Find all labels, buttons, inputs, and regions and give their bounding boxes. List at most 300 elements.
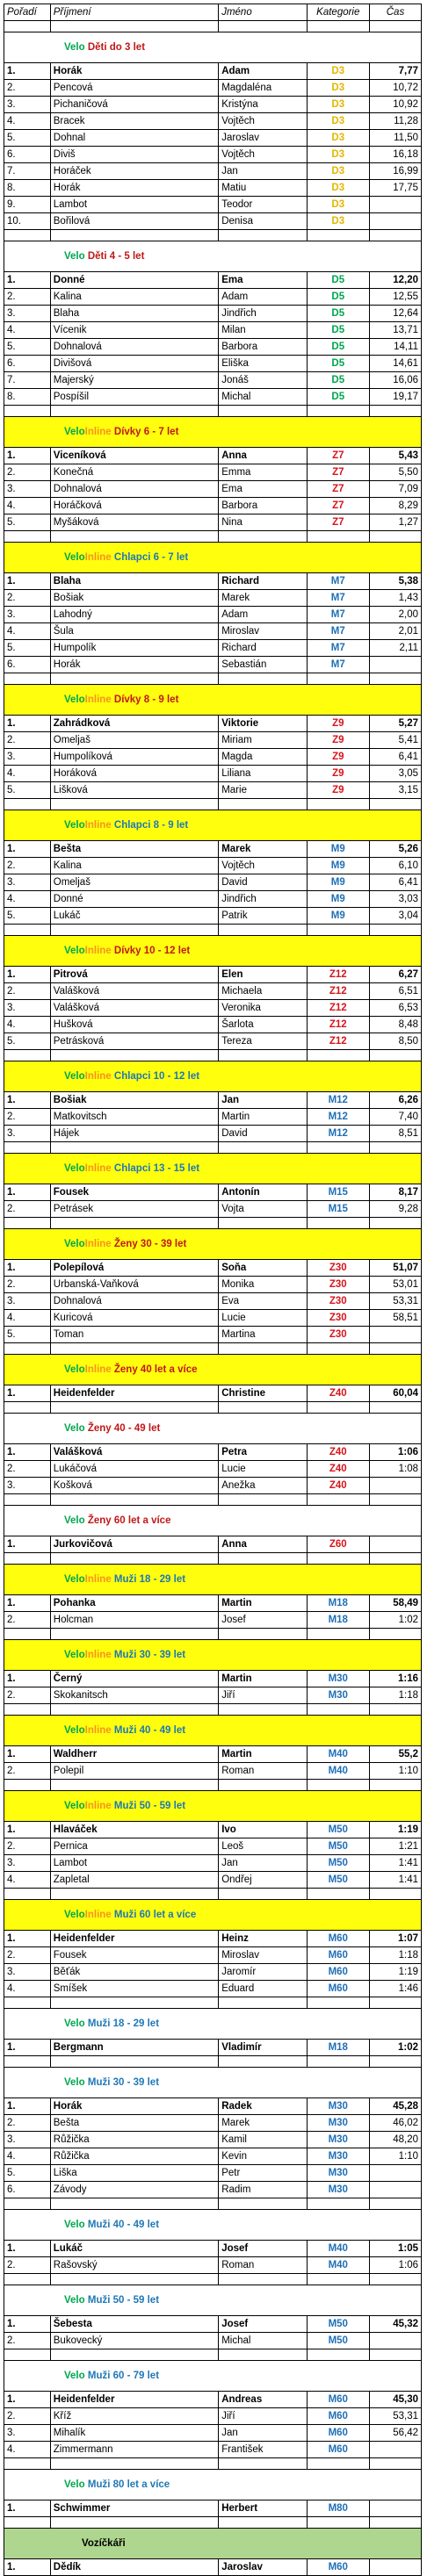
time-cell: 56,42 bbox=[369, 2425, 421, 2442]
table-row bbox=[4, 858, 422, 874]
name-cell: Vojtěch bbox=[219, 147, 307, 163]
category-cell: D3 bbox=[307, 163, 369, 180]
surname-cell: Horáková bbox=[50, 766, 218, 782]
rank-cell: 5. bbox=[4, 640, 51, 657]
section-title: Muži 18 - 29 let bbox=[113, 1574, 186, 1585]
spacer-row bbox=[4, 1629, 422, 1640]
results-sheet bbox=[4, 4, 422, 2576]
section-title-cell bbox=[4, 1229, 422, 1260]
category-cell: M60 bbox=[307, 2559, 369, 2576]
time-cell: 6,41 bbox=[369, 749, 421, 766]
table-row bbox=[4, 749, 422, 766]
name-cell: Vladimír bbox=[219, 2040, 307, 2056]
section-title: Chlapci 6 - 7 let bbox=[113, 552, 189, 563]
section-title: Muži 30 - 39 let bbox=[113, 1650, 186, 1660]
section-title: Dívky 10 - 12 let bbox=[113, 946, 191, 956]
spacer-cell bbox=[4, 925, 51, 936]
name-cell: Heinz bbox=[219, 1931, 307, 1947]
rank-cell: 1. bbox=[4, 1822, 51, 1838]
name-cell: Marek bbox=[219, 2115, 307, 2132]
table-row bbox=[4, 197, 422, 213]
surname-cell: Horák bbox=[50, 657, 218, 673]
surname-cell: Bukovecký bbox=[50, 2333, 218, 2349]
table-row bbox=[4, 2408, 422, 2425]
name-cell: Lucie bbox=[219, 1461, 307, 1478]
table-row bbox=[4, 481, 422, 498]
spacer-cell bbox=[50, 2458, 218, 2470]
surname-cell: Košková bbox=[50, 1478, 218, 1494]
name-cell: Radim bbox=[219, 2182, 307, 2198]
table-row bbox=[4, 1277, 422, 1293]
surname-cell: Matkovitsch bbox=[50, 1109, 218, 1126]
category-cell: Z30 bbox=[307, 1277, 369, 1293]
rank-cell: 3. bbox=[4, 1293, 51, 1310]
spacer-row bbox=[4, 1142, 422, 1154]
brand-velo: Velo bbox=[64, 552, 85, 563]
surname-cell: Bergmann bbox=[50, 2040, 218, 2056]
brand-inline: Inline bbox=[84, 1364, 112, 1375]
category-cell: Z9 bbox=[307, 766, 369, 782]
spacer-cell bbox=[369, 531, 421, 543]
rank-cell: 1. bbox=[4, 1536, 51, 1553]
rank-cell: 2. bbox=[4, 1109, 51, 1126]
surname-cell: Lahodný bbox=[50, 607, 218, 623]
brand-inline: Inline bbox=[84, 1239, 112, 1249]
category-cell: Z30 bbox=[307, 1327, 369, 1343]
time-cell: 1:08 bbox=[369, 1461, 421, 1478]
table-row bbox=[4, 356, 422, 372]
section-title-cell bbox=[4, 1716, 422, 1746]
time-cell: 19,17 bbox=[369, 389, 421, 406]
rank-cell: 1. bbox=[4, 1444, 51, 1461]
spacer-row bbox=[4, 2198, 422, 2210]
section-header bbox=[4, 543, 422, 573]
table-row bbox=[4, 1612, 422, 1629]
name-cell: Josef bbox=[219, 1612, 307, 1629]
time-cell: 8,29 bbox=[369, 498, 421, 514]
rank-cell: 3. bbox=[4, 749, 51, 766]
spacer-cell bbox=[50, 2056, 218, 2068]
name-cell: Marek bbox=[219, 590, 307, 607]
surname-cell: Dohnalová bbox=[50, 1293, 218, 1310]
section-title: Muži 50 - 59 let bbox=[113, 1801, 186, 1811]
name-cell: Denisa bbox=[219, 213, 307, 230]
surname-cell: Heidenfelder bbox=[50, 2392, 218, 2408]
name-cell: Vojtěch bbox=[219, 858, 307, 874]
time-cell: 5,38 bbox=[369, 573, 421, 590]
category-cell: M50 bbox=[307, 1872, 369, 1889]
name-cell: Marie bbox=[219, 782, 307, 799]
time-cell: 5,26 bbox=[369, 841, 421, 858]
rank-cell: 4. bbox=[4, 322, 51, 339]
table-row bbox=[4, 1687, 422, 1704]
table-row bbox=[4, 2425, 422, 2442]
spacer-cell bbox=[50, 1402, 218, 1414]
time-cell bbox=[369, 1327, 421, 1343]
surname-cell: Waldherr bbox=[50, 1746, 218, 1763]
spacer-cell bbox=[4, 1629, 51, 1640]
rank-cell: 3. bbox=[4, 2132, 51, 2148]
spacer-cell bbox=[307, 2056, 369, 2068]
rank-cell: 4. bbox=[4, 1872, 51, 1889]
spacer-cell bbox=[219, 1629, 307, 1640]
rank-cell: 2. bbox=[4, 2408, 51, 2425]
spacer-row bbox=[4, 2056, 422, 2068]
spacer-cell bbox=[307, 925, 369, 936]
category-cell: Z40 bbox=[307, 1385, 369, 1402]
table-row bbox=[4, 1310, 422, 1327]
header-row bbox=[4, 4, 422, 21]
surname-cell: Šebesta bbox=[50, 2316, 218, 2333]
category-cell: M7 bbox=[307, 623, 369, 640]
spacer-cell bbox=[4, 1402, 51, 1414]
time-cell bbox=[369, 2165, 421, 2182]
name-cell: Jiří bbox=[219, 1687, 307, 1704]
surname-cell: Černý bbox=[50, 1671, 218, 1687]
time-cell: 16,06 bbox=[369, 372, 421, 389]
category-cell: M12 bbox=[307, 1092, 369, 1109]
table-row bbox=[4, 1000, 422, 1017]
section-title-cell bbox=[4, 1154, 422, 1184]
category-cell: D5 bbox=[307, 372, 369, 389]
brand-inline: Inline bbox=[84, 1910, 112, 1920]
section-title-cell bbox=[4, 1506, 422, 1536]
time-cell: 1:05 bbox=[369, 2241, 421, 2257]
rank-cell: 8. bbox=[4, 180, 51, 197]
category-cell: Z9 bbox=[307, 732, 369, 749]
spacer-cell bbox=[219, 2198, 307, 2210]
spacer-row bbox=[4, 2458, 422, 2470]
time-cell: 53,31 bbox=[369, 1293, 421, 1310]
results-body bbox=[4, 4, 422, 2576]
name-cell: Patrik bbox=[219, 908, 307, 925]
spacer-cell bbox=[307, 1402, 369, 1414]
time-cell bbox=[369, 2500, 421, 2517]
time-cell: 8,51 bbox=[369, 1126, 421, 1142]
category-cell: M30 bbox=[307, 2182, 369, 2198]
category-cell: M9 bbox=[307, 891, 369, 908]
surname-cell: Kříž bbox=[50, 2408, 218, 2425]
section-header bbox=[4, 2529, 422, 2559]
category-cell: Z7 bbox=[307, 464, 369, 481]
time-cell: 5,43 bbox=[369, 448, 421, 464]
table-row bbox=[4, 2316, 422, 2333]
spacer-row bbox=[4, 21, 422, 32]
rank-cell: 2. bbox=[4, 1612, 51, 1629]
time-cell: 3,04 bbox=[369, 908, 421, 925]
category-cell: M15 bbox=[307, 1184, 369, 1201]
time-cell: 51,07 bbox=[369, 1260, 421, 1277]
surname-cell: Toman bbox=[50, 1327, 218, 1343]
spacer-cell bbox=[219, 1494, 307, 1506]
name-cell: Jaroslav bbox=[219, 130, 307, 147]
rank-cell: 6. bbox=[4, 356, 51, 372]
brand-velo: Velo bbox=[64, 2077, 85, 2088]
surname-cell: Holcman bbox=[50, 1612, 218, 1629]
rank-cell: 2. bbox=[4, 1687, 51, 1704]
surname-cell: Běťák bbox=[50, 1964, 218, 1981]
rank-cell: 1. bbox=[4, 2098, 51, 2115]
rank-cell: 5. bbox=[4, 1327, 51, 1343]
time-cell: 48,20 bbox=[369, 2132, 421, 2148]
table-row bbox=[4, 1126, 422, 1142]
category-cell: M60 bbox=[307, 2408, 369, 2425]
brand-velo: Velo bbox=[64, 1239, 85, 1249]
category-cell: Z7 bbox=[307, 481, 369, 498]
category-cell: M30 bbox=[307, 1687, 369, 1704]
name-cell: Šarlota bbox=[219, 1017, 307, 1033]
surname-cell: Smíšek bbox=[50, 1981, 218, 1997]
time-cell: 8,17 bbox=[369, 1184, 421, 1201]
table-row bbox=[4, 716, 422, 732]
category-cell: M9 bbox=[307, 858, 369, 874]
section-header bbox=[4, 936, 422, 967]
name-cell: Martin bbox=[219, 1671, 307, 1687]
spacer-cell bbox=[4, 2458, 51, 2470]
section-title: Muži 60 - 79 let bbox=[87, 2371, 160, 2381]
category-cell: M7 bbox=[307, 590, 369, 607]
section-title-cell bbox=[4, 1900, 422, 1931]
name-cell: Veronika bbox=[219, 1000, 307, 1017]
table-row bbox=[4, 514, 422, 531]
surname-cell: Růžička bbox=[50, 2148, 218, 2165]
time-cell: 1:10 bbox=[369, 2148, 421, 2165]
rank-cell: 7. bbox=[4, 163, 51, 180]
brand-velo: Velo bbox=[64, 251, 85, 262]
rank-cell: 2. bbox=[4, 2333, 51, 2349]
rank-cell: 3. bbox=[4, 1126, 51, 1142]
spacer-cell bbox=[4, 673, 51, 685]
rank-cell: 5. bbox=[4, 782, 51, 799]
surname-cell: Pichaničová bbox=[50, 97, 218, 113]
spacer-cell bbox=[4, 1494, 51, 1506]
category-cell: M60 bbox=[307, 2392, 369, 2408]
spacer-cell bbox=[307, 1343, 369, 1355]
name-cell: Kamil bbox=[219, 2132, 307, 2148]
name-cell: Martin bbox=[219, 1746, 307, 1763]
rank-cell: 1. bbox=[4, 573, 51, 590]
table-row bbox=[4, 1017, 422, 1033]
rank-cell: 2. bbox=[4, 1763, 51, 1780]
category-cell: D3 bbox=[307, 113, 369, 130]
rank-cell: 3. bbox=[4, 481, 51, 498]
table-row bbox=[4, 1033, 422, 1050]
name-cell: Andreas bbox=[219, 2392, 307, 2408]
table-row bbox=[4, 1461, 422, 1478]
section-title: Chlapci 10 - 12 let bbox=[113, 1071, 200, 1082]
spacer-cell bbox=[369, 2198, 421, 2210]
spacer-cell bbox=[369, 2517, 421, 2529]
table-row bbox=[4, 2148, 422, 2165]
table-row bbox=[4, 908, 422, 925]
rank-cell: 2. bbox=[4, 289, 51, 306]
brand-inline: Inline bbox=[84, 1801, 112, 1811]
category-cell: M60 bbox=[307, 1931, 369, 1947]
section-title: Ženy 40 let a více bbox=[113, 1364, 198, 1375]
section-header bbox=[4, 32, 422, 63]
time-cell bbox=[369, 2559, 421, 2576]
surname-cell: Fousek bbox=[50, 1184, 218, 1201]
spacer-cell bbox=[369, 799, 421, 810]
rank-cell: 2. bbox=[4, 464, 51, 481]
brand-inline: Inline bbox=[84, 694, 112, 705]
spacer-cell bbox=[50, 406, 218, 417]
name-cell: Josef bbox=[219, 2316, 307, 2333]
spacer-cell bbox=[50, 2198, 218, 2210]
table-row bbox=[4, 891, 422, 908]
section-header bbox=[4, 1640, 422, 1671]
time-cell: 6,53 bbox=[369, 1000, 421, 1017]
category-cell: Z12 bbox=[307, 1033, 369, 1050]
name-cell: Jindřich bbox=[219, 306, 307, 322]
table-row bbox=[4, 1478, 422, 1494]
surname-cell: Horák bbox=[50, 63, 218, 80]
category-cell: Z12 bbox=[307, 967, 369, 983]
section-title-cell bbox=[4, 241, 422, 272]
spacer-cell bbox=[50, 1780, 218, 1791]
surname-cell: Petrásková bbox=[50, 1033, 218, 1050]
rank-cell: 3. bbox=[4, 1964, 51, 1981]
time-cell: 8,48 bbox=[369, 1017, 421, 1033]
spacer-cell bbox=[50, 1997, 218, 2009]
name-cell: David bbox=[219, 1126, 307, 1142]
spacer-cell bbox=[369, 1704, 421, 1716]
spacer-cell bbox=[4, 1780, 51, 1791]
rank-cell: 1. bbox=[4, 2559, 51, 2576]
rank-cell: 5. bbox=[4, 1033, 51, 1050]
table-row bbox=[4, 306, 422, 322]
table-row bbox=[4, 640, 422, 657]
spacer-cell bbox=[50, 925, 218, 936]
brand-inline: Inline bbox=[84, 946, 112, 956]
spacer-cell bbox=[4, 531, 51, 543]
table-row bbox=[4, 113, 422, 130]
spacer-cell bbox=[369, 230, 421, 241]
surname-cell: Bošiak bbox=[50, 590, 218, 607]
time-cell: 1:19 bbox=[369, 1822, 421, 1838]
surname-cell: Kalina bbox=[50, 289, 218, 306]
section-header bbox=[4, 1154, 422, 1184]
surname-cell: Horáčková bbox=[50, 498, 218, 514]
section-title-cell bbox=[4, 2009, 422, 2040]
name-cell: Martina bbox=[219, 1327, 307, 1343]
table-row bbox=[4, 1109, 422, 1126]
spacer-cell bbox=[369, 1553, 421, 1565]
table-row bbox=[4, 2500, 422, 2517]
spacer-cell bbox=[50, 531, 218, 543]
spacer-cell bbox=[369, 2056, 421, 2068]
time-cell: 9,28 bbox=[369, 1201, 421, 1218]
time-cell: 1:06 bbox=[369, 2257, 421, 2274]
section-header bbox=[4, 2285, 422, 2316]
section-header bbox=[4, 2361, 422, 2392]
table-row bbox=[4, 2559, 422, 2576]
surname-cell: Bešta bbox=[50, 2115, 218, 2132]
section-title-cell bbox=[4, 2470, 422, 2500]
category-cell: M50 bbox=[307, 1822, 369, 1838]
section-header bbox=[4, 2470, 422, 2500]
section-header bbox=[4, 1900, 422, 1931]
rank-cell: 1. bbox=[4, 1746, 51, 1763]
name-cell: Josef bbox=[219, 2241, 307, 2257]
table-row bbox=[4, 2115, 422, 2132]
name-cell: Eva bbox=[219, 1293, 307, 1310]
time-cell: 1:46 bbox=[369, 1981, 421, 1997]
name-cell: Miriam bbox=[219, 732, 307, 749]
spacer-cell bbox=[4, 1343, 51, 1355]
surname-cell: Urbanská-Vaňková bbox=[50, 1277, 218, 1293]
spacer-row bbox=[4, 1704, 422, 1716]
spacer-cell bbox=[219, 21, 307, 32]
rank-cell: 2. bbox=[4, 1947, 51, 1964]
spacer-row bbox=[4, 799, 422, 810]
time-cell: 2,01 bbox=[369, 623, 421, 640]
rank-cell: 1. bbox=[4, 2040, 51, 2056]
category-cell: M80 bbox=[307, 2500, 369, 2517]
brand-velo: Velo bbox=[64, 1650, 85, 1660]
surname-cell: Mihalík bbox=[50, 2425, 218, 2442]
rank-cell: 4. bbox=[4, 891, 51, 908]
table-row bbox=[4, 1595, 422, 1612]
rank-cell: 5. bbox=[4, 339, 51, 356]
category-cell: Z40 bbox=[307, 1478, 369, 1494]
category-cell: M9 bbox=[307, 908, 369, 925]
time-cell: 12,64 bbox=[369, 306, 421, 322]
surname-cell: Lišková bbox=[50, 782, 218, 799]
spacer-cell bbox=[369, 2349, 421, 2361]
category-cell: Z60 bbox=[307, 1536, 369, 1553]
time-cell: 1:06 bbox=[369, 1444, 421, 1461]
rank-cell: 5. bbox=[4, 130, 51, 147]
category-cell: M7 bbox=[307, 607, 369, 623]
spacer-cell bbox=[219, 531, 307, 543]
spacer-row bbox=[4, 1889, 422, 1900]
rank-cell: 1. bbox=[4, 841, 51, 858]
section-title: Vozíčkáři bbox=[82, 2538, 126, 2549]
time-cell: 1:02 bbox=[369, 2040, 421, 2056]
spacer-cell bbox=[50, 230, 218, 241]
section-title: Muži 40 - 49 let bbox=[113, 1725, 186, 1736]
section-header bbox=[4, 685, 422, 716]
table-row bbox=[4, 389, 422, 406]
spacer-row bbox=[4, 406, 422, 417]
category-cell: D3 bbox=[307, 213, 369, 230]
spacer-cell bbox=[369, 1142, 421, 1154]
surname-cell: Polepil bbox=[50, 1763, 218, 1780]
rank-cell: 1. bbox=[4, 716, 51, 732]
spacer-row bbox=[4, 2517, 422, 2529]
brand-velo: Velo bbox=[64, 2018, 85, 2029]
category-cell: Z7 bbox=[307, 498, 369, 514]
spacer-cell bbox=[219, 2349, 307, 2361]
brand-velo: Velo bbox=[64, 1364, 85, 1375]
name-cell: Elen bbox=[219, 967, 307, 983]
spacer-cell bbox=[369, 1629, 421, 1640]
surname-cell: Kuricová bbox=[50, 1310, 218, 1327]
table-row bbox=[4, 147, 422, 163]
name-cell: Jaroslav bbox=[219, 2559, 307, 2576]
spacer-row bbox=[4, 925, 422, 936]
table-row bbox=[4, 63, 422, 80]
category-cell: D5 bbox=[307, 289, 369, 306]
brand-velo: Velo bbox=[64, 820, 85, 831]
table-row bbox=[4, 2241, 422, 2257]
time-cell: 5,41 bbox=[369, 732, 421, 749]
surname-cell: Horák bbox=[50, 2098, 218, 2115]
section-title: Ženy 40 - 49 let bbox=[87, 1423, 161, 1434]
name-cell: Antonín bbox=[219, 1184, 307, 1201]
spacer-row bbox=[4, 230, 422, 241]
